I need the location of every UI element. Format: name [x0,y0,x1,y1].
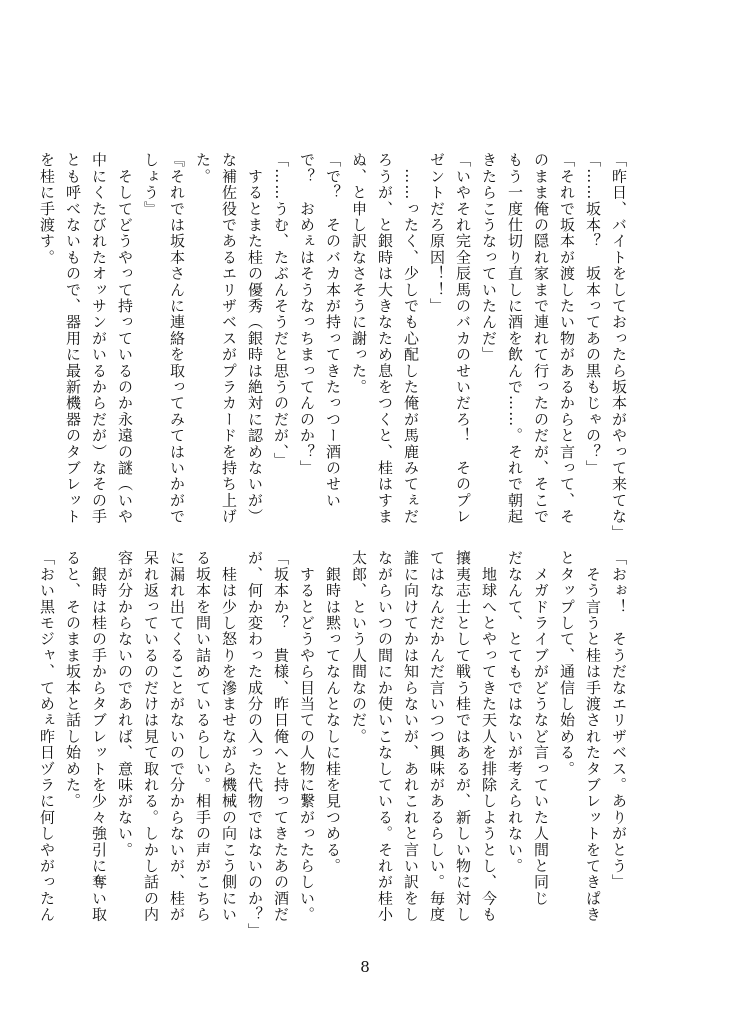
text-line: だなんて、とてもではないが考えられない。 [506,550,524,874]
text-line: そう言うと桂は手渡されたタブレットをてきぱき [584,550,602,923]
page-number: 8 [360,958,370,976]
text-line: 『それでは坂本さんに連絡を取ってみてはいかがで [168,152,186,525]
text-line: きたらこうなっていたんだ」 [480,152,498,363]
text-line: しょう』 [142,152,160,217]
text-line: 攘夷志士として戦う桂ではあるが、新しい物に対し [454,550,472,923]
text-line: ……ったく、少しでも心配した俺が馬鹿みてぇだ [402,152,420,525]
text-line: る坂本を問い詰めているらしい。相手の声がこちら [194,550,212,923]
text-line: な補佐役であるエリザベスがプラカードを持ち上げ [220,152,238,525]
text-line: を桂に手渡す。 [38,152,56,266]
text-line: 「で？ そのバカ本が持ってきたっつー酒のせい [324,152,342,509]
text-line: するとどうやら目当ての人物に繋がったらしい。 [298,550,316,923]
text-line: ると、そのまま坂本と話し始めた。 [64,550,82,810]
text-line: ぬ、と申し訳なさそうに謝った。 [350,152,368,395]
lower-text-block [38,550,632,939]
text-line: 「それで坂本が渡したい物があるからと言って、そ [558,152,576,525]
text-line: 地球へとやってきた天人を排除しようとし、今も [480,550,498,923]
text-line: メガドライブがどうなど言っていた人間と同じ [532,550,550,907]
text-line: ゼントだろ原因！！」 [428,152,446,314]
text-line: 銀時は桂の手からタブレットを少々強引に奪い取 [90,550,108,923]
text-line: 「おい黒モジャ、てめぇ昨日ヅラに何しやがったん [38,550,56,923]
text-line: で？ おめぇはそうなっちまってんのか？」 [298,152,316,476]
text-line: てはなんだかんだ言いつつ興味があるらしい。毎度 [428,550,446,923]
text-line: 容が分からないのであれば、意味がない。 [116,550,134,858]
text-line: が、何か変わった成分の入った代物ではないのか？」 [246,550,264,939]
text-line: 桂は少し怒りを滲ませながら機械の向こう側にい [220,550,238,923]
text-line: ろうが、と銀時は大きなため息をつくと、桂はすま [376,152,394,525]
text-line: 太郎、という人間なのだ。 [350,550,368,745]
text-line: ながらいつの間にか使いこなしている。それが桂小 [376,550,394,923]
upper-text-block [38,152,632,541]
text-line: 「……うむ、たぶんそうだと思うのだが、」 [272,152,290,469]
text-line: 呆れ返っているのだけは見て取れる。しかし話の内 [142,550,160,923]
text-line: とも呼べないもので、器用に最新機器のタブレット [64,152,82,525]
text-line: そしてどうやって持っているのか永遠の謎（いや [116,152,134,525]
text-line: 「坂本か？ 貴様、昨日俺へと持ってきたあの酒だ [272,550,290,923]
text-line: 「……坂本？ 坂本ってあの黒もじゃの？」 [584,152,602,476]
text-line: 「おぉ！ そうだなエリザベス。ありがとう」 [610,550,628,891]
text-line: 銀時は黙ってなんとなしに桂を見つめる。 [324,550,342,874]
text-line: に漏れ出てくることがないので分からないが、桂が [168,550,186,923]
text-line: のまま俺の隠れ家まで連れて行ったのだが、そこで [532,152,550,525]
text-line: もう一度仕切り直しに酒を飲んで……。それで朝起 [506,152,524,525]
text-line: 「昨日、バイトをしておったら坂本がやって来てな」 [610,152,628,541]
text-line: するとまた桂の優秀（銀時は絶対に認めないが） [246,152,264,525]
text-line: 誰に向けてかは知らないが、あれこれと言い訳をし [402,550,420,923]
text-line: 中にくたびれたオッサンがいるからだが）なその手 [90,152,108,525]
text-line: 「いやそれ完全辰馬のバカのせいだろ！ そのプレ [454,152,472,525]
text-line: とタップして、通信し始める。 [558,550,576,777]
text-line: た。 [194,152,212,185]
